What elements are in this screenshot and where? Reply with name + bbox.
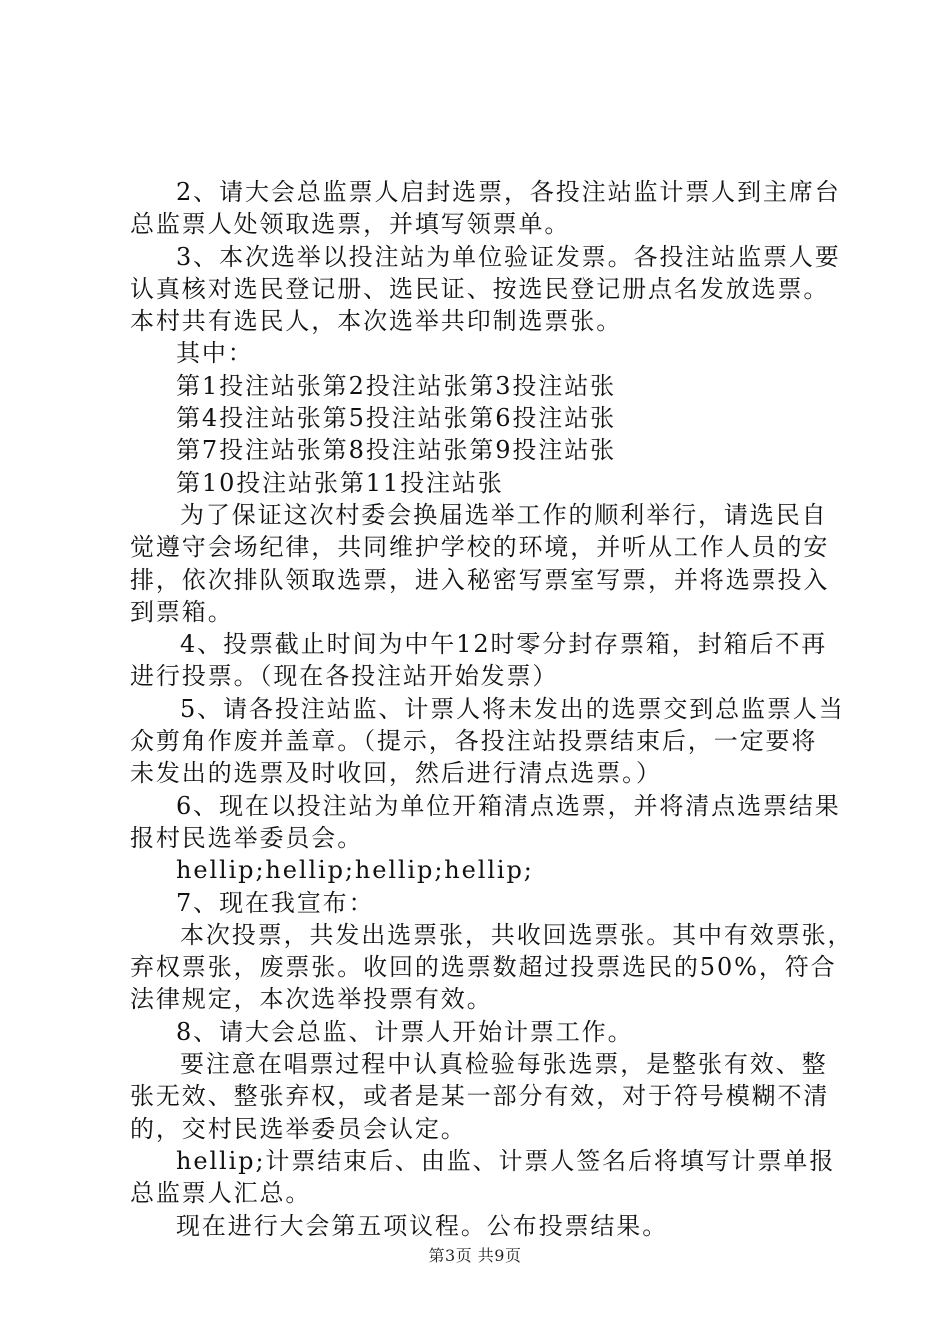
text-line: 其中： bbox=[176, 339, 254, 368]
text-line: 第1投注站张第2投注站张第3投注站张 bbox=[176, 371, 617, 400]
text-line: 本次投票，共发出选票张，共收回选票张。其中有效票张， bbox=[180, 920, 854, 949]
text-line: 弃权票张，废票张。收回的选票数超过投票选民的50%，符合 bbox=[130, 953, 837, 982]
text-line: 8、请大会总监、计票人开始计票工作。 bbox=[176, 1017, 634, 1046]
text-line: 4、投票截止时间为中午12时零分封存票箱，封箱后不再 bbox=[180, 630, 828, 659]
text-line: 要注意在唱票过程中认真检验每张选票，是整张有效、整 bbox=[180, 1050, 828, 1079]
text-line: 7、现在我宣布： bbox=[176, 888, 375, 917]
text-line: 张无效、整张弃权，或者是某一部分有效，对于符号模糊不清 bbox=[130, 1082, 830, 1111]
text-line: 第4投注站张第5投注站张第6投注站张 bbox=[176, 404, 617, 433]
text-line: 为了保证这次村委会换届选举工作的顺利举行，请选民自 bbox=[180, 500, 828, 529]
page-footer: 第3页 共9页 bbox=[428, 1246, 522, 1265]
text-line: 法律规定，本次选举投票有效。 bbox=[130, 985, 493, 1014]
text-line: 第10投注站张第11投注站张 bbox=[176, 468, 504, 497]
text-line: 3、本次选举以投注站为单位验证发票。各投注站监票人要 bbox=[176, 242, 841, 271]
text-line: 6、现在以投注站为单位开箱清点选票，并将清点选票结果 bbox=[176, 791, 841, 820]
document-body bbox=[130, 176, 854, 1242]
text-line: 第7投注站张第8投注站张第9投注站张 bbox=[176, 436, 617, 465]
text-line: 2、请大会总监票人启封选票，各投注站监计票人到主席台 bbox=[176, 178, 841, 206]
text-line: hellip;计票结束后、由监、计票人签名后将填写计票单报 bbox=[176, 1146, 836, 1175]
text-line: 现在进行大会第五项议程。公布投票结果。 bbox=[176, 1211, 669, 1240]
text-line: 排，依次排队领取选票，进入秘密写票室写票，并将选票投入 bbox=[130, 565, 830, 594]
text-line: 总监票人汇总。 bbox=[130, 1179, 312, 1208]
text-line: 总监票人处领取选票，并填写领票单。 bbox=[130, 210, 571, 239]
text-line: 众剪角作废并盖章。（提示，各投注站投票结束后，一定要将 bbox=[130, 727, 818, 756]
text-line: 5、请各投注站监、计票人将未发出的选票交到总监票人当 bbox=[180, 694, 845, 723]
text-line: 进行投票。（现在各投注站开始发票） bbox=[130, 662, 559, 691]
text-line: hellip;hellip;hellip;hellip; bbox=[176, 856, 534, 885]
text-line: 觉遵守会场纪律，共同维护学校的环境，并听从工作人员的安 bbox=[130, 533, 830, 562]
text-line: 的，交村民选举委员会认定。 bbox=[130, 1114, 467, 1143]
text-line: 到票箱。 bbox=[130, 597, 234, 626]
text-line: 报村民选举委员会。 bbox=[130, 823, 364, 852]
text-line: 未发出的选票及时收回，然后进行清点选票。） bbox=[130, 759, 662, 788]
text-line: 认真核对选民登记册、选民证、按选民登记册点名发放选票。 bbox=[130, 274, 830, 303]
text-line: 本村共有选民人，本次选举共印制选票张。 bbox=[130, 307, 623, 336]
